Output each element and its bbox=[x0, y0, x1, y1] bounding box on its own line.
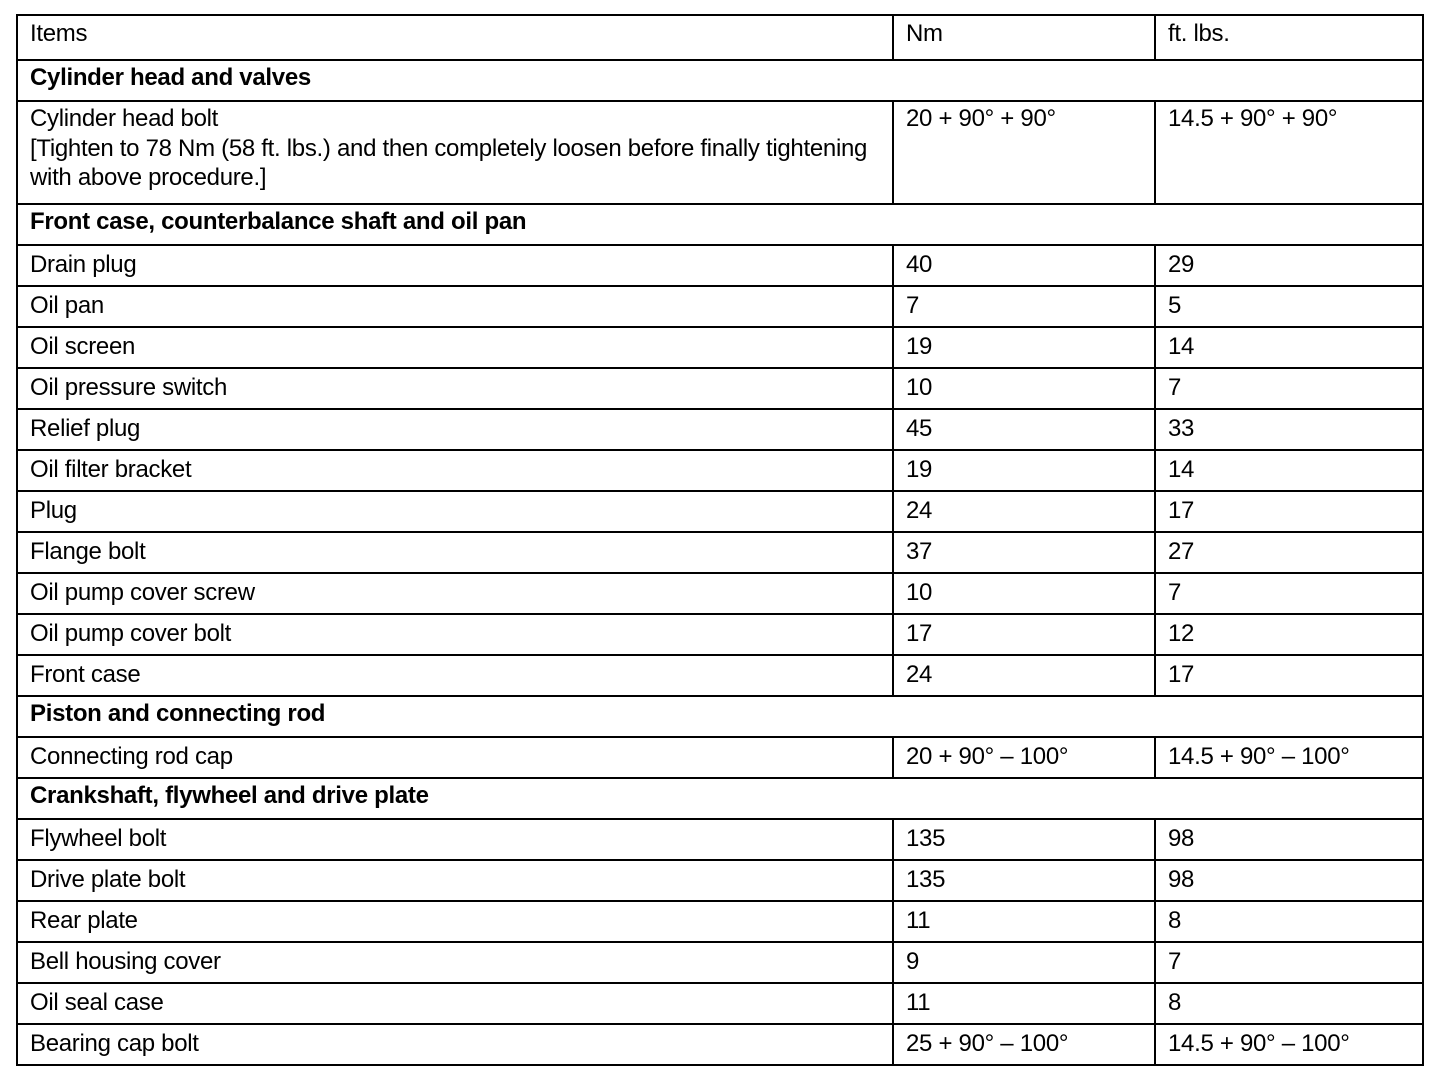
item-cell bbox=[17, 286, 893, 327]
nm-value: 25 + 90° – 100° bbox=[893, 1024, 1155, 1065]
header-items: Items bbox=[17, 15, 893, 60]
ft-lbs-value: 27 bbox=[1155, 532, 1423, 573]
nm-value: 20 + 90° + 90° bbox=[893, 101, 1155, 204]
item-name: Drain plug bbox=[30, 251, 137, 278]
item-name: Bearing cap bolt bbox=[30, 1030, 199, 1057]
table-row bbox=[17, 983, 1423, 1024]
section-row bbox=[17, 204, 1423, 245]
header-ft-lbs: ft. lbs. bbox=[1155, 15, 1423, 60]
item-cell bbox=[17, 491, 893, 532]
torque-table-body bbox=[17, 15, 1423, 1065]
ft-lbs-value: 98 bbox=[1155, 819, 1423, 860]
item-name: Cylinder head bolt bbox=[30, 105, 219, 132]
table-row bbox=[17, 942, 1423, 983]
item-name: Connecting rod cap bbox=[30, 743, 233, 770]
table-row bbox=[17, 901, 1423, 942]
table-row bbox=[17, 101, 1423, 204]
item-cell bbox=[17, 245, 893, 286]
item-name: Front case bbox=[30, 661, 141, 688]
nm-value: 19 bbox=[893, 327, 1155, 368]
table-row bbox=[17, 368, 1423, 409]
section-title: Crankshaft, flywheel and drive plate bbox=[17, 778, 1423, 819]
item-name: Oil filter bracket bbox=[30, 456, 192, 483]
ft-lbs-value: 12 bbox=[1155, 614, 1423, 655]
section-row bbox=[17, 696, 1423, 737]
item-cell bbox=[17, 101, 893, 204]
nm-value: 11 bbox=[893, 901, 1155, 942]
item-cell bbox=[17, 737, 893, 778]
torque-table bbox=[16, 14, 1424, 1066]
table-header-row bbox=[17, 15, 1423, 60]
nm-value: 135 bbox=[893, 819, 1155, 860]
ft-lbs-value: 14 bbox=[1155, 327, 1423, 368]
item-name: Oil seal case bbox=[30, 989, 164, 1016]
item-cell bbox=[17, 1024, 893, 1065]
item-name: Relief plug bbox=[30, 415, 141, 442]
item-cell bbox=[17, 614, 893, 655]
item-cell bbox=[17, 901, 893, 942]
item-name: Bell housing cover bbox=[30, 948, 221, 975]
ft-lbs-value: 8 bbox=[1155, 901, 1423, 942]
ft-lbs-value: 8 bbox=[1155, 983, 1423, 1024]
ft-lbs-value: 7 bbox=[1155, 573, 1423, 614]
table-row bbox=[17, 245, 1423, 286]
section-title: Cylinder head and valves bbox=[17, 60, 1423, 101]
ft-lbs-value: 5 bbox=[1155, 286, 1423, 327]
section-row bbox=[17, 60, 1423, 101]
section-title: Front case, counterbalance shaft and oil pan bbox=[17, 204, 1423, 245]
table-row bbox=[17, 1024, 1423, 1065]
ft-lbs-value: 14 bbox=[1155, 450, 1423, 491]
table-row bbox=[17, 286, 1423, 327]
nm-value: 7 bbox=[893, 286, 1155, 327]
nm-value: 10 bbox=[893, 368, 1155, 409]
nm-value: 19 bbox=[893, 450, 1155, 491]
item-cell bbox=[17, 409, 893, 450]
nm-value: 20 + 90° – 100° bbox=[893, 737, 1155, 778]
item-cell bbox=[17, 942, 893, 983]
table-row bbox=[17, 573, 1423, 614]
nm-value: 37 bbox=[893, 532, 1155, 573]
item-name: Flange bolt bbox=[30, 538, 146, 565]
item-cell bbox=[17, 983, 893, 1024]
ft-lbs-value: 29 bbox=[1155, 245, 1423, 286]
item-cell bbox=[17, 573, 893, 614]
ft-lbs-value: 17 bbox=[1155, 491, 1423, 532]
item-cell bbox=[17, 368, 893, 409]
item-cell bbox=[17, 532, 893, 573]
item-name: Flywheel bolt bbox=[30, 825, 167, 852]
ft-lbs-value: 14.5 + 90° – 100° bbox=[1155, 1024, 1423, 1065]
item-name: Plug bbox=[30, 497, 77, 524]
nm-value: 11 bbox=[893, 983, 1155, 1024]
section-title: Piston and connecting rod bbox=[17, 696, 1423, 737]
table-row bbox=[17, 737, 1423, 778]
table-row bbox=[17, 860, 1423, 901]
item-name: Oil screen bbox=[30, 333, 136, 360]
item-cell bbox=[17, 819, 893, 860]
table-row bbox=[17, 819, 1423, 860]
nm-value: 40 bbox=[893, 245, 1155, 286]
item-cell bbox=[17, 327, 893, 368]
ft-lbs-value: 17 bbox=[1155, 655, 1423, 696]
ft-lbs-value: 14.5 + 90° + 90° bbox=[1155, 101, 1423, 204]
item-name: Drive plate bolt bbox=[30, 866, 186, 893]
item-name: Oil pressure switch bbox=[30, 374, 228, 401]
nm-value: 9 bbox=[893, 942, 1155, 983]
item-name: Oil pump cover screw bbox=[30, 579, 255, 606]
ft-lbs-value: 7 bbox=[1155, 368, 1423, 409]
item-cell bbox=[17, 655, 893, 696]
nm-value: 24 bbox=[893, 655, 1155, 696]
table-row bbox=[17, 491, 1423, 532]
ft-lbs-value: 7 bbox=[1155, 942, 1423, 983]
item-note: [Tighten to 78 Nm (58 ft. lbs.) and then completely loosen before finally tightening with above procedure.] bbox=[30, 135, 868, 191]
table-row bbox=[17, 450, 1423, 491]
nm-value: 45 bbox=[893, 409, 1155, 450]
item-name: Rear plate bbox=[30, 907, 138, 934]
section-row bbox=[17, 778, 1423, 819]
ft-lbs-value: 33 bbox=[1155, 409, 1423, 450]
table-row bbox=[17, 409, 1423, 450]
item-name: Oil pump cover bolt bbox=[30, 620, 232, 647]
nm-value: 17 bbox=[893, 614, 1155, 655]
ft-lbs-value: 14.5 + 90° – 100° bbox=[1155, 737, 1423, 778]
item-cell bbox=[17, 450, 893, 491]
header-nm: Nm bbox=[893, 15, 1155, 60]
nm-value: 24 bbox=[893, 491, 1155, 532]
item-cell bbox=[17, 860, 893, 901]
table-row bbox=[17, 655, 1423, 696]
torque-specification-sheet bbox=[16, 14, 1422, 1066]
nm-value: 135 bbox=[893, 860, 1155, 901]
table-row bbox=[17, 614, 1423, 655]
item-name: Oil pan bbox=[30, 292, 104, 319]
table-row bbox=[17, 327, 1423, 368]
table-row bbox=[17, 532, 1423, 573]
ft-lbs-value: 98 bbox=[1155, 860, 1423, 901]
nm-value: 10 bbox=[893, 573, 1155, 614]
